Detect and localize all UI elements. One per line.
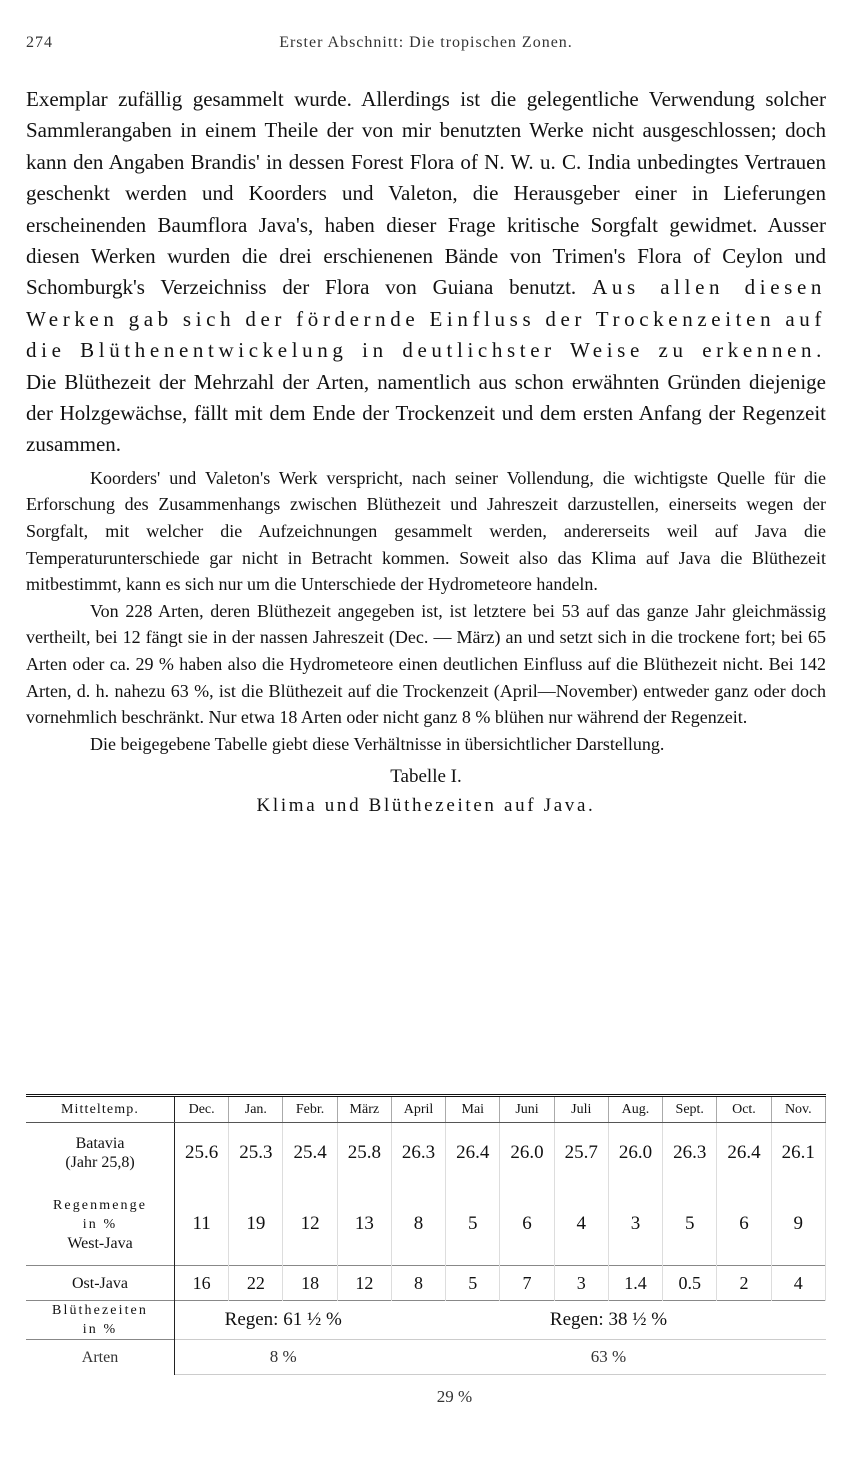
- table-row-total: [26, 1375, 826, 1420]
- table-cell: 26.0: [608, 1123, 662, 1184]
- regen-dry-cell: Regen: 38 ½ %: [391, 1301, 825, 1340]
- table-cell: 25.4: [283, 1123, 337, 1184]
- page-number: 274: [26, 34, 53, 51]
- table-title: Klima und Blüthezeiten auf Java.: [256, 795, 596, 817]
- table-cell: 19: [229, 1183, 283, 1266]
- table-row-ost-java: [26, 1266, 826, 1301]
- table-cell: 4: [771, 1266, 825, 1301]
- table-cell: 26.4: [717, 1123, 771, 1184]
- paragraph-1-text-b: Die Blüthezeit der Mehrzahl der Arten, namentlich aus schon erwähnten Gründen diejenige der Holzgewächse, fällt mit dem Ende der Trockenzeit und dem ersten Anfang der Regenzeit zusammen.: [26, 369, 826, 457]
- month-header: Dec.: [175, 1096, 229, 1123]
- table-cell: 11: [175, 1183, 229, 1266]
- table-cell: 0.5: [663, 1266, 717, 1301]
- running-title: Erster Abschnitt: Die tropischen Zonen.: [279, 34, 573, 51]
- table-caption: Tabelle I.: [390, 766, 462, 788]
- running-head: [26, 34, 826, 56]
- table-cell: 5: [446, 1266, 500, 1301]
- table-cell: 4: [554, 1183, 608, 1266]
- pct-wet-cell: 8 %: [175, 1340, 392, 1375]
- table-cell: 3: [608, 1183, 662, 1266]
- paragraph-4: Die beigegebene Tabelle giebt diese Verhältnisse in übersichtlicher Darstellung.: [90, 733, 665, 754]
- row-label-line: Regenmenge: [52, 1197, 148, 1213]
- row-label-ost-java: Ost-Java: [26, 1266, 175, 1301]
- table-cell: 12: [337, 1266, 391, 1301]
- regen-wet-cell: Regen: 61 ½ %: [175, 1301, 392, 1340]
- month-header: Nov.: [771, 1096, 825, 1123]
- pct-dry-cell: 63 %: [391, 1340, 825, 1375]
- table-row-west-java: [26, 1183, 826, 1266]
- row-label-bluethezeiten: [26, 1301, 175, 1340]
- row-label-line: in %: [82, 1322, 118, 1337]
- month-header: März: [337, 1096, 391, 1123]
- table-cell: 25.8: [337, 1123, 391, 1184]
- empty-label-cell: [26, 1375, 175, 1420]
- row-label-line: Batavia: [75, 1135, 125, 1152]
- table-cell: 26.3: [391, 1123, 445, 1184]
- table-cell: 13: [337, 1183, 391, 1266]
- row-label-line: Blüthezeiten: [52, 1303, 148, 1318]
- paragraph-1-text-a: Exemplar zufällig gesammelt wurde. Allerdings ist die gelegentliche Verwendung solcher Sammlerangaben in einem Theile der von mir benutzten Werke nicht ausgeschlossen; doch kann den Angaben Brandis' in dessen Forest Flora of N. W. u. C. India unbedingtes Vertrauen geschenkt werden und Koorders und Valeton, die Herausgeber einer in Lieferungen erscheinenden Baumflora Java's, haben dieser Frage kritische Sorgfalt gewidmet. Ausser diesen Werken wurden die drei erschienenen Bände von Trimen's Flora of Ceylon und Schomburgk's Verzeichniss der Flora von Guiana benutzt.: [26, 87, 826, 300]
- table-row-arten: [26, 1340, 826, 1375]
- row-label-line: in %: [82, 1216, 118, 1232]
- table-cell: 25.6: [175, 1123, 229, 1184]
- table-cell: 25.7: [554, 1123, 608, 1184]
- table-cell: 22: [229, 1266, 283, 1301]
- table-cell: 2: [717, 1266, 771, 1301]
- table-cell: 18: [283, 1266, 337, 1301]
- paragraph-1-spaced-text: Aus allen diesen Werken gab sich der fördernde Einfluss der Trockenzeiten auf die Blüthenentwickelung in deutlichster Weise zu erkennen.: [26, 275, 827, 363]
- paragraph-3: Von 228 Arten, deren Blüthezeit angegeben ist, ist letztere bei 53 auf das ganze Jahr gleichmässig vertheilt, bei 12 fängt sie in der nassen Jahreszeit (Dec. — März) an und setzt sich in die trockene fort; bei 65 Arten oder ca. 29 % haben also die Hydrometeore einen deutlichen Einfluss auf die Blüthezeit nicht. Bei 142 Arten, d. h. nahezu 63 %, ist die Blüthezeit auf die Trockenzeit (April—November) entweder ganz oder doch vornehmlich beschränkt. Nur etwa 18 Arten oder nicht ganz 8 % blühen nur während der Regenzeit.: [26, 600, 826, 728]
- table-header-row: [26, 1096, 826, 1123]
- table-cell: 5: [663, 1183, 717, 1266]
- month-header: April: [391, 1096, 445, 1123]
- pct-all-text: 29 %: [436, 1387, 473, 1406]
- table-cell: 26.1: [771, 1123, 825, 1184]
- row-label-west-java: [26, 1183, 175, 1266]
- table-cell: 9: [771, 1183, 825, 1266]
- climate-table: [26, 1094, 826, 1419]
- row-label-arten: Arten: [26, 1340, 175, 1375]
- table-cell: 26.4: [446, 1123, 500, 1184]
- table-cell: 6: [500, 1183, 554, 1266]
- table-cell: 1.4: [608, 1266, 662, 1301]
- paragraph-1: [26, 84, 826, 461]
- row-label-line: (Jahr 25,8): [65, 1154, 135, 1171]
- table-row-batavia: [26, 1123, 826, 1184]
- pct-all-cell: [175, 1375, 826, 1420]
- month-header: Febr.: [283, 1096, 337, 1123]
- month-header: Oct.: [717, 1096, 771, 1123]
- table-row-regen: [26, 1301, 826, 1340]
- table-cell: 8: [391, 1183, 445, 1266]
- header-label: Mitteltemp.: [26, 1096, 175, 1123]
- table-cell: 3: [554, 1266, 608, 1301]
- paragraph-2: Koorders' und Valeton's Werk verspricht, nach seiner Vollendung, die wichtigste Quelle für die Erforschung des Zusammenhangs zwischen Blüthezeit und Jahreszeit darzustellen, einerseits wegen der Sorgfalt, mit welcher die Aufzeichnungen gesammelt werden, andererseits weil auf Java die Temperaturunterschiede gar nicht in Betracht kommen. Soweit also das Klima auf Java die Blüthezeit mitbestimmt, kann es sich nur um die Unterschiede der Hydrometeore handeln.: [26, 467, 826, 595]
- table-cell: 16: [175, 1266, 229, 1301]
- month-header: Jan.: [229, 1096, 283, 1123]
- month-header: Sept.: [663, 1096, 717, 1123]
- table-cell: 26.0: [500, 1123, 554, 1184]
- row-label-line: West-Java: [67, 1234, 133, 1252]
- row-label-batavia: [26, 1123, 175, 1184]
- table-cell: 8: [391, 1266, 445, 1301]
- table-cell: 12: [283, 1183, 337, 1266]
- table-cell: 26.3: [663, 1123, 717, 1184]
- month-header: Aug.: [608, 1096, 662, 1123]
- body-text: [26, 84, 826, 821]
- table-cell: 6: [717, 1183, 771, 1266]
- table-cell: 5: [446, 1183, 500, 1266]
- table-cell: 7: [500, 1266, 554, 1301]
- table-cell: 25.3: [229, 1123, 283, 1184]
- month-header: Mai: [446, 1096, 500, 1123]
- month-header: Juli: [554, 1096, 608, 1123]
- month-header: Juni: [500, 1096, 554, 1123]
